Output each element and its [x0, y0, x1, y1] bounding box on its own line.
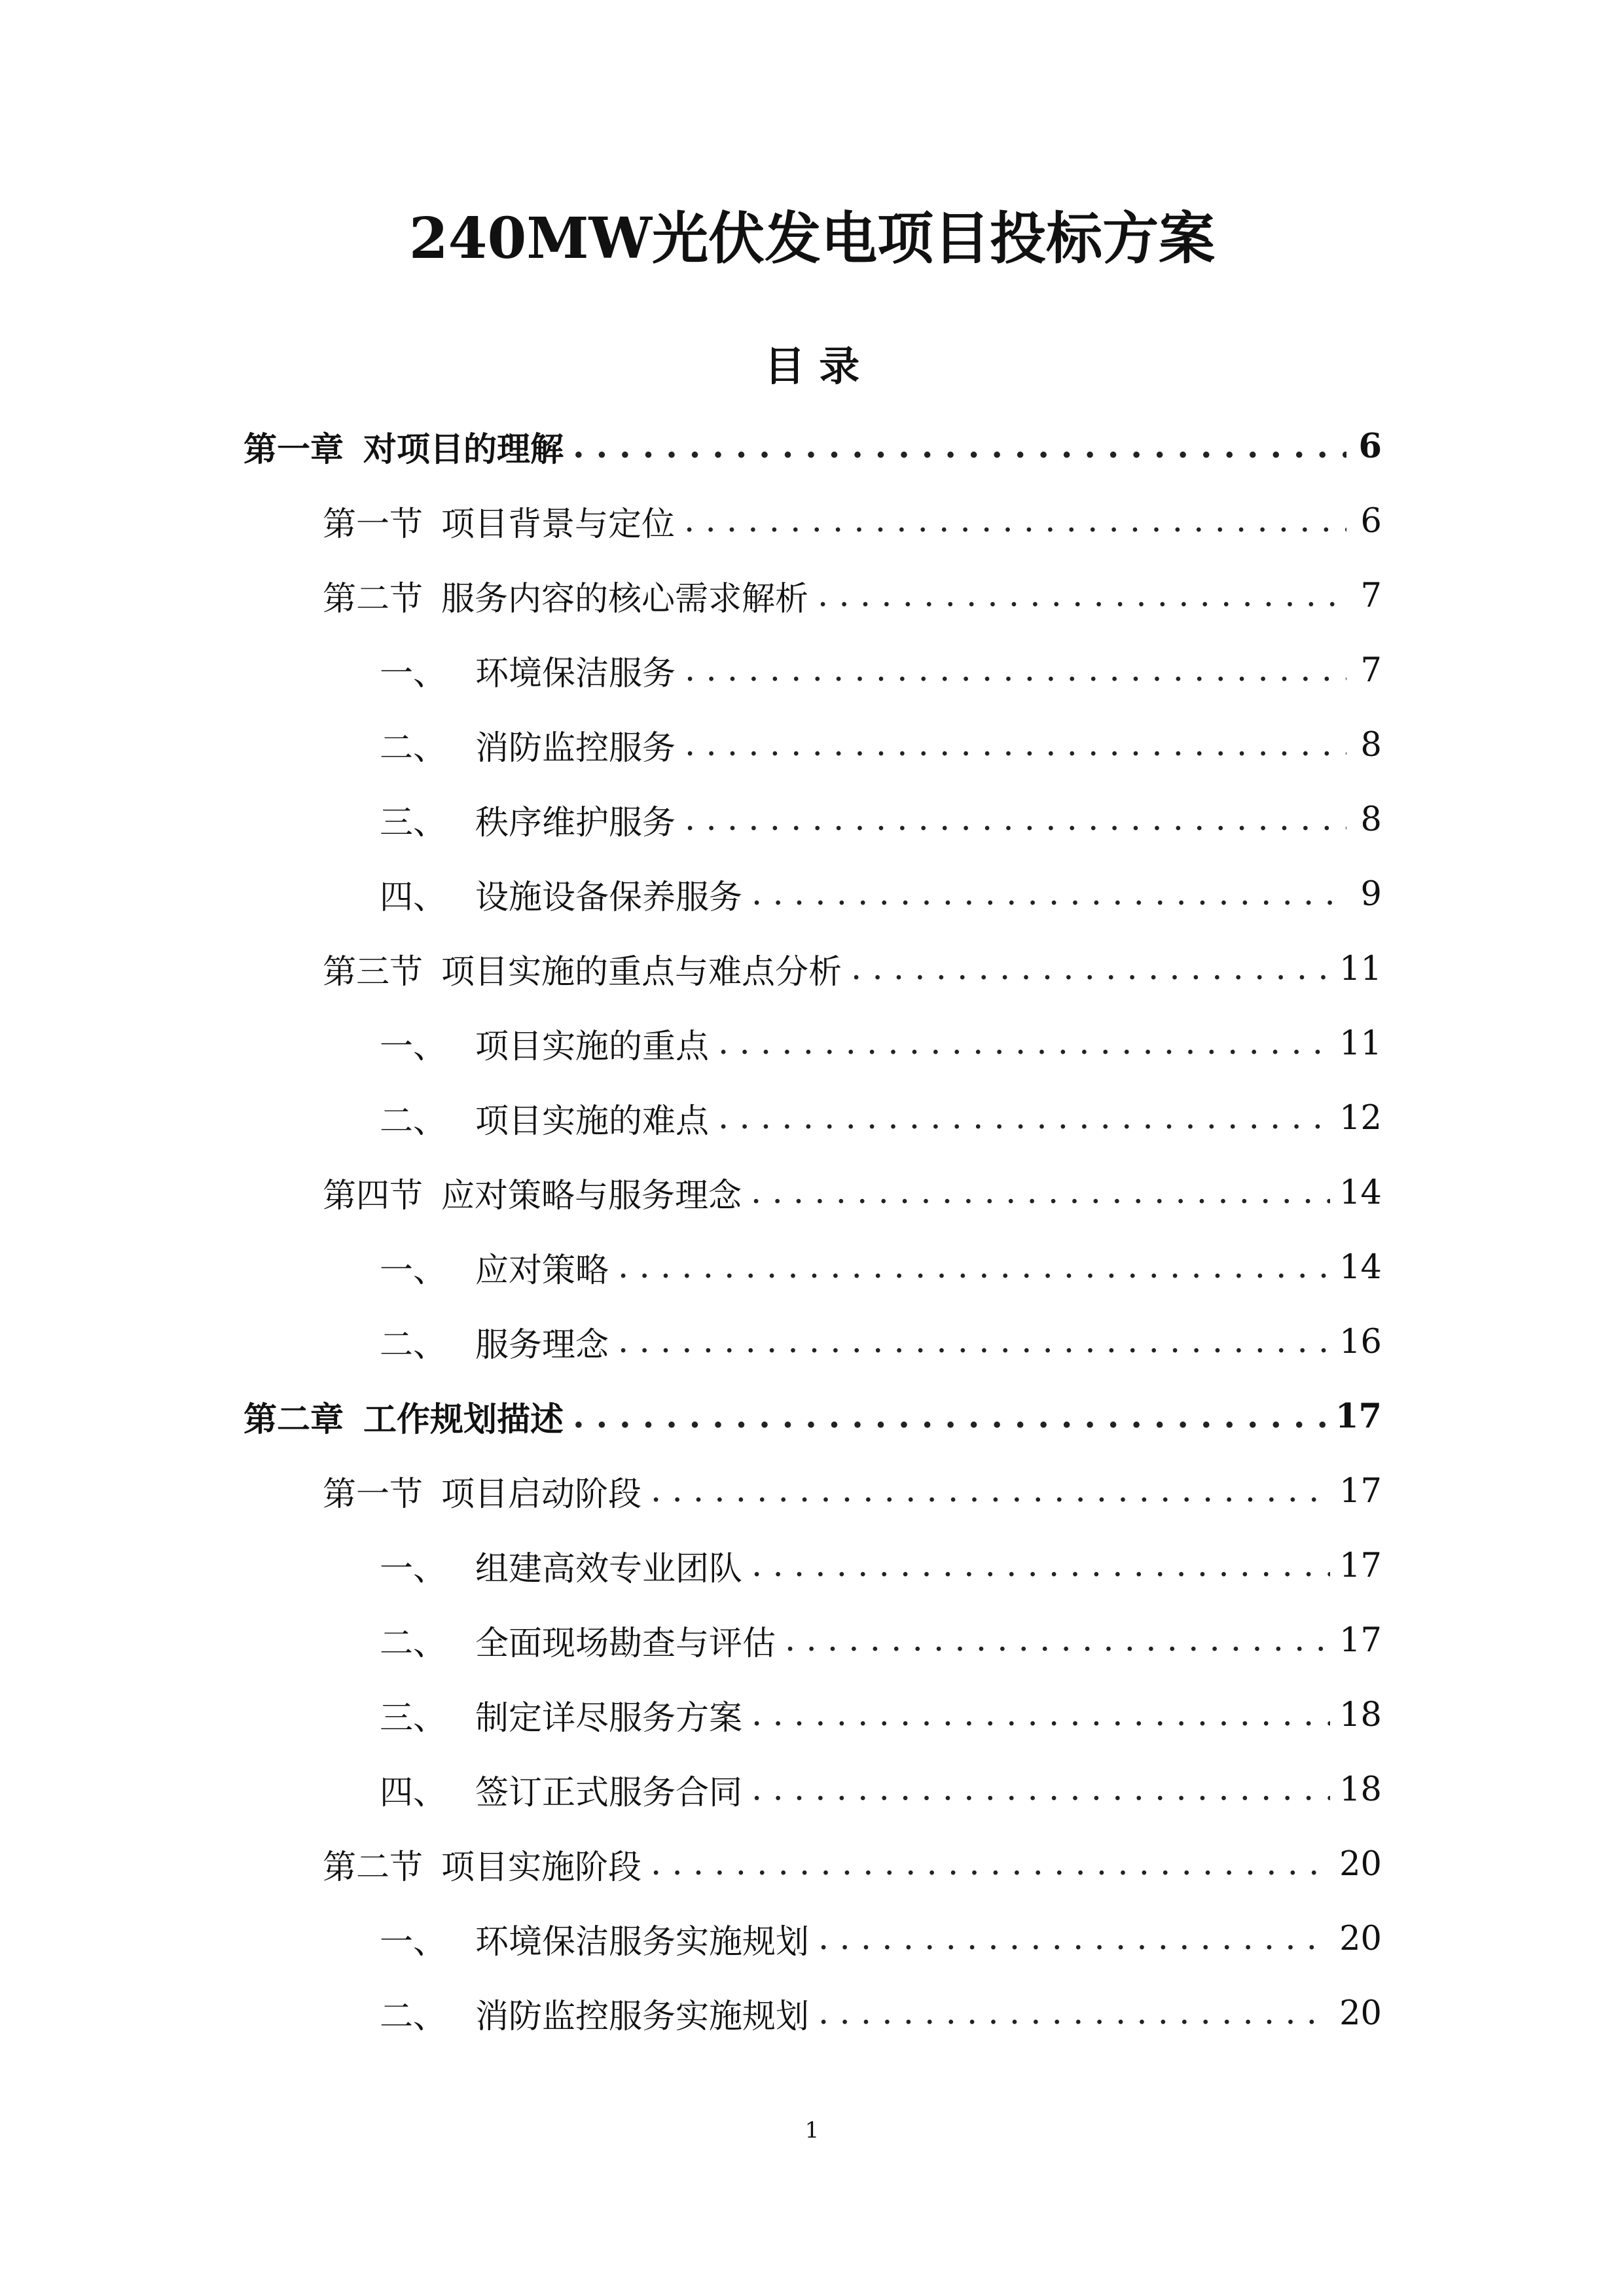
- toc-entry-page: 20: [1339, 1844, 1382, 1884]
- toc-entry-content: [244, 1379, 1382, 1454]
- toc-subsection-entry[interactable]: [0, 1304, 1624, 1379]
- dot-leader: [651, 1844, 1330, 1884]
- toc-subsection-entry[interactable]: [0, 1752, 1624, 1827]
- toc-entry-content: [323, 1155, 1382, 1230]
- toc-entry-title: 应对策略与服务理念: [441, 1177, 742, 1215]
- dot-leader: [851, 949, 1330, 988]
- toc-entry-content: [380, 1081, 1382, 1155]
- toc-entry-title: 设施设备保养服务: [475, 878, 743, 917]
- toc-section-entry[interactable]: [0, 484, 1624, 558]
- dot-leader: [751, 1546, 1330, 1585]
- toc-entry-page: 8: [1360, 800, 1382, 839]
- toc-entry-content: [380, 708, 1382, 782]
- toc-entry-number: 二、: [380, 1998, 447, 2036]
- toc-entry-number: 三、: [380, 1699, 447, 1738]
- dot-leader: [751, 1695, 1330, 1734]
- toc-entry-number: 第四节: [323, 1177, 424, 1215]
- toc-entry-number: 一、: [380, 655, 447, 693]
- dot-leader: [685, 800, 1346, 839]
- toc-entry-content: [323, 1827, 1382, 1901]
- toc-entry-page: 18: [1339, 1770, 1382, 1809]
- toc-subsection-entry[interactable]: [0, 633, 1624, 708]
- toc-heading: 目 录: [764, 342, 860, 390]
- toc-entry-content: [380, 1528, 1382, 1603]
- dot-leader: [818, 576, 1346, 615]
- toc-subsection-entry[interactable]: [0, 1677, 1624, 1752]
- toc-entry-content: [380, 1230, 1382, 1304]
- toc-entry-page: 17: [1335, 1397, 1382, 1436]
- toc-entry-page: 7: [1360, 651, 1382, 690]
- toc-entry-title: 项目实施的难点: [475, 1102, 710, 1141]
- toc-entry-title: 项目背景与定位: [441, 505, 676, 544]
- toc-entry-page: 6: [1360, 501, 1382, 541]
- toc-entry-content: [323, 484, 1382, 558]
- toc-chapter-entry[interactable]: [0, 1379, 1624, 1454]
- toc-entry-page: 11: [1339, 1024, 1382, 1063]
- toc-section-entry[interactable]: [0, 1155, 1624, 1230]
- toc-entry-title: 环境保洁服务实施规划: [475, 1923, 810, 1962]
- toc-entry-number: 一、: [380, 1550, 447, 1588]
- toc-section-entry[interactable]: [0, 558, 1624, 633]
- toc-entry-number: 第一节: [323, 1475, 424, 1514]
- toc-subsection-entry[interactable]: [0, 1976, 1624, 2051]
- toc-entry-number: 二、: [380, 1102, 447, 1141]
- toc-entry-title: 应对策略: [475, 1251, 609, 1290]
- toc-entry-number: 第一节: [323, 505, 424, 544]
- toc-entry-number: 三、: [380, 804, 447, 842]
- toc-entry-title: 制定详尽服务方案: [475, 1699, 743, 1738]
- toc-entry-page: 6: [1358, 427, 1382, 466]
- dot-leader: [573, 427, 1346, 466]
- dot-leader: [618, 1322, 1330, 1361]
- toc-entry-number: 二、: [380, 1624, 447, 1663]
- toc-subsection-entry[interactable]: [0, 1230, 1624, 1304]
- dot-leader: [685, 651, 1346, 690]
- dot-leader: [718, 1098, 1330, 1138]
- toc-entry-number: 第二章: [244, 1400, 344, 1439]
- dot-leader: [618, 1247, 1330, 1287]
- toc-entry-content: [380, 633, 1382, 708]
- toc-entry-page: 16: [1339, 1322, 1382, 1361]
- dot-leader: [718, 1024, 1330, 1063]
- toc-entry-page: 17: [1339, 1621, 1382, 1660]
- toc-entry-title: 组建高效专业团队: [475, 1550, 743, 1588]
- toc-entry-content: [380, 1901, 1382, 1976]
- toc-subsection-entry[interactable]: [0, 1528, 1624, 1603]
- table-of-contents: [0, 409, 1624, 2051]
- toc-section-entry[interactable]: [0, 931, 1624, 1006]
- toc-entry-title: 工作规划描述: [363, 1400, 564, 1439]
- toc-entry-page: 11: [1339, 949, 1382, 988]
- toc-subsection-entry[interactable]: [0, 708, 1624, 782]
- toc-subsection-entry[interactable]: [0, 1603, 1624, 1677]
- toc-entry-title: 消防监控服务: [475, 729, 676, 768]
- toc-entry-page: 14: [1339, 1247, 1382, 1287]
- toc-entry-page: 12: [1339, 1098, 1382, 1138]
- toc-entry-title: 服务理念: [475, 1326, 609, 1365]
- toc-entry-number: 第一章: [244, 430, 344, 469]
- toc-entry-number: 一、: [380, 1028, 447, 1066]
- toc-section-entry[interactable]: [0, 1454, 1624, 1528]
- toc-entry-content: [380, 1603, 1382, 1677]
- toc-entry-title: 项目实施阶段: [441, 1848, 642, 1887]
- toc-entry-content: [323, 931, 1382, 1006]
- toc-entry-number: 第三节: [323, 953, 424, 992]
- page-number: 1: [804, 2117, 820, 2144]
- toc-entry-page: 18: [1339, 1695, 1382, 1734]
- toc-entry-number: 四、: [380, 1774, 447, 1812]
- toc-entry-page: 20: [1339, 1994, 1382, 2033]
- toc-entry-content: [323, 1454, 1382, 1528]
- toc-entry-title: 项目实施的重点: [475, 1028, 710, 1066]
- toc-entry-number: 二、: [380, 1326, 447, 1365]
- toc-entry-content: [380, 1752, 1382, 1827]
- dot-leader: [785, 1621, 1330, 1660]
- toc-entry-content: [380, 782, 1382, 857]
- toc-entry-content: [244, 409, 1382, 484]
- toc-entry-page: 20: [1339, 1919, 1382, 1958]
- toc-subsection-entry[interactable]: [0, 782, 1624, 857]
- toc-entry-title: 项目启动阶段: [441, 1475, 642, 1514]
- toc-entry-content: [380, 857, 1382, 931]
- toc-entry-title: 环境保洁服务: [475, 655, 676, 693]
- toc-entry-content: [380, 1677, 1382, 1752]
- toc-entry-number: 四、: [380, 878, 447, 917]
- toc-subsection-entry[interactable]: [0, 1901, 1624, 1976]
- toc-entry-page: 8: [1360, 725, 1382, 764]
- toc-entry-page: 17: [1339, 1546, 1382, 1585]
- dot-leader: [818, 1919, 1330, 1958]
- toc-entry-content: [380, 1976, 1382, 2051]
- toc-entry-page: 9: [1360, 874, 1382, 914]
- dot-leader: [751, 1770, 1330, 1809]
- toc-entry-number: 二、: [380, 729, 447, 768]
- toc-entry-number: 一、: [380, 1923, 447, 1962]
- document-title: 240MW光伏发电项目投标方案: [408, 206, 1216, 272]
- toc-entry-title: 项目实施的重点与难点分析: [441, 953, 842, 992]
- dot-leader: [751, 1173, 1330, 1212]
- dot-leader: [651, 1471, 1330, 1511]
- toc-subsection-entry[interactable]: [0, 1081, 1624, 1155]
- toc-entry-title: 签订正式服务合同: [475, 1774, 743, 1812]
- toc-entry-page: 7: [1360, 576, 1382, 615]
- toc-entry-content: [380, 1304, 1382, 1379]
- toc-entry-content: [323, 558, 1382, 633]
- toc-section-entry[interactable]: [0, 1827, 1624, 1901]
- toc-subsection-entry[interactable]: [0, 1006, 1624, 1081]
- toc-entry-title: 服务内容的核心需求解析: [441, 580, 809, 619]
- toc-entry-number: 第二节: [323, 580, 424, 619]
- dot-leader: [685, 725, 1346, 764]
- toc-entry-number: 一、: [380, 1251, 447, 1290]
- toc-entry-number: 第二节: [323, 1848, 424, 1887]
- dot-leader: [573, 1397, 1326, 1436]
- dot-leader: [751, 874, 1346, 914]
- dot-leader: [818, 1994, 1330, 2033]
- toc-chapter-entry[interactable]: [0, 409, 1624, 484]
- toc-entry-title: 消防监控服务实施规划: [475, 1998, 810, 2036]
- toc-entry-title: 对项目的理解: [363, 430, 564, 469]
- toc-entry-page: 17: [1339, 1471, 1382, 1511]
- toc-entry-title: 秩序维护服务: [475, 804, 676, 842]
- dot-leader: [684, 501, 1346, 541]
- toc-subsection-entry[interactable]: [0, 857, 1624, 931]
- toc-entry-page: 14: [1339, 1173, 1382, 1212]
- toc-entry-title: 全面现场勘查与评估: [475, 1624, 776, 1663]
- toc-entry-content: [380, 1006, 1382, 1081]
